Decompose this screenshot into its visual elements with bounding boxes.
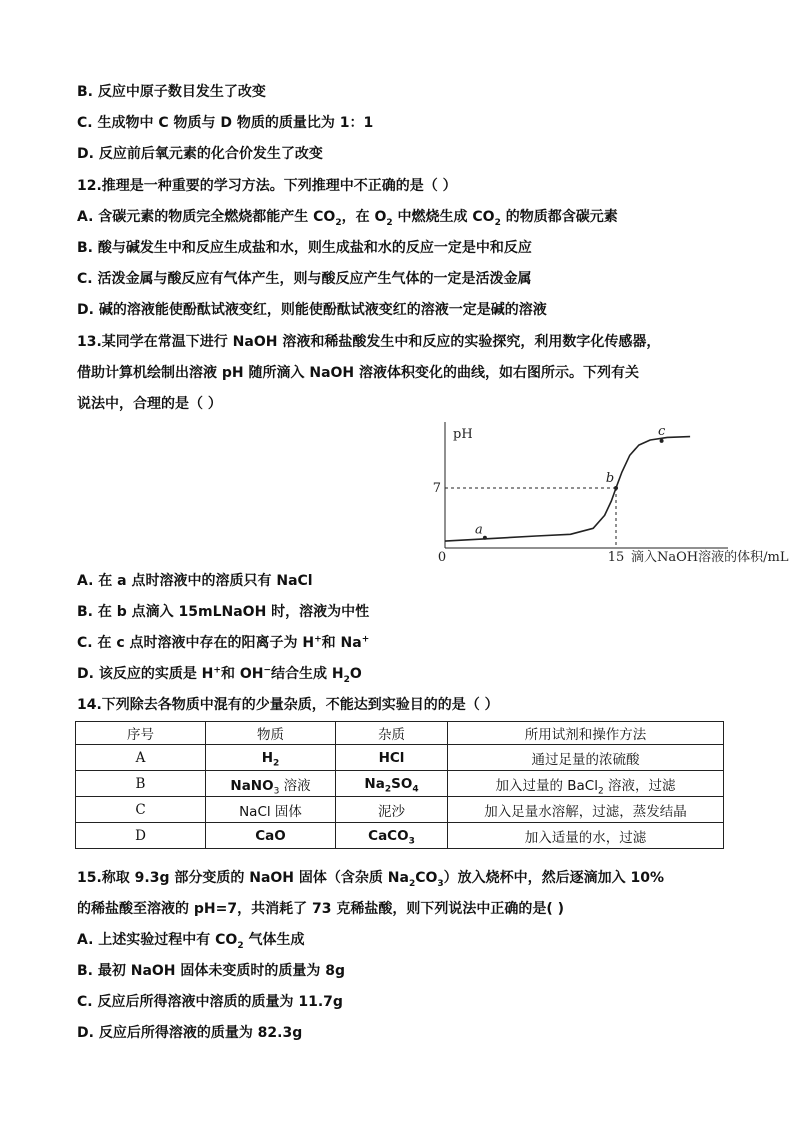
row-d-index: D <box>76 823 206 849</box>
row-a-substance: $H_2$ <box>206 745 336 771</box>
q15-option-b: B. 最初 NaOH 固体未变质时的质量为 8g <box>77 963 346 979</box>
row-b-method: 加入过量的 BaCl$_2$ 溶液，过滤 <box>448 771 724 797</box>
q13-stem-line3: 说法中，合理的是（ ） <box>77 396 222 412</box>
q13-option-a: A. 在 a 点时溶液中的溶质只有 NaCl <box>77 573 313 589</box>
row-b-substance: NaNO$_3$ 溶液 <box>206 771 336 797</box>
header-method: 所用试剂和操作方法 <box>448 722 724 745</box>
y-axis-label: pH <box>453 427 473 442</box>
q13-option-b: B. 在 b 点滴入 15mLNaOH 时，溶液为中性 <box>77 604 370 620</box>
q13-stem-line1: 13.某同学在常温下进行 NaOH 溶液和稀盐酸发生中和反应的实验探究，利用数字化传感器， <box>77 334 661 350</box>
row-d-substance: CaO <box>206 823 336 849</box>
row-b-impurity: $Na_2SO_4$ <box>336 771 448 797</box>
table-row <box>76 797 724 823</box>
q15-stem-line1: 15.称取 9.3g 部分变质的 NaOH 固体（含杂质 $Na_2CO_3$）放入烧杯中，然后逐滴加入 10% <box>77 870 665 889</box>
ph-curve-svg <box>430 420 789 565</box>
row-a-method: 通过足量的浓硫酸 <box>448 745 724 771</box>
x-axis-label: 滴入NaOH溶液的体积/mL <box>631 550 789 565</box>
header-impurity: 杂质 <box>336 722 448 745</box>
q11-option-c: C. 生成物中 C 物质与 D 物质的质量比为 1：1 <box>77 115 374 131</box>
q11-option-d: D. 反应前后氧元素的化合价发生了改变 <box>77 146 323 162</box>
ph-curve-chart <box>430 420 789 565</box>
point-a-marker <box>483 536 487 540</box>
q15-option-c: C. 反应后所得溶液中溶质的质量为 11.7g <box>77 994 343 1010</box>
q12-stem: 12.推理是一种重要的学习方法。下列推理中不正确的是（ ） <box>77 178 457 194</box>
q13-option-d: D. 该反应的实质是 H+和 OH−结合生成 $H_2O$ <box>77 665 362 685</box>
q14-stem: 14.下列除去各物质中混有的少量杂质，不能达到实验目的的是（ ） <box>77 697 499 713</box>
row-c-impurity: 泥沙 <box>336 797 448 823</box>
point-b-marker <box>614 486 618 490</box>
point-c-label: c <box>657 423 666 439</box>
point-c-marker <box>660 439 664 443</box>
q11-option-b: B. 反应中原子数目发生了改变 <box>77 84 266 100</box>
table-row <box>76 823 724 849</box>
q13-option-c: C. 在 c 点时溶液中存在的阳离子为 H+和 Na+ <box>77 634 370 651</box>
q15-option-a: A. 上述实验过程中有 $CO_2$ 气体生成 <box>77 932 305 951</box>
point-b-label: b <box>605 471 615 486</box>
y-tick-label: 7 <box>432 481 441 496</box>
header-substance: 物质 <box>206 722 336 745</box>
q13-stem-line2: 借助计算机绘制出溶液 pH 随所滴入 NaOH 溶液体积变化的曲线，如右图所示。下列有关 <box>77 365 640 381</box>
row-c-index: C <box>76 797 206 823</box>
table-header-row <box>76 722 724 745</box>
q15-stem-line2: 的稀盐酸至溶液的 pH=7，共消耗了 73 克稀盐酸，则下列说法中正确的是( ) <box>77 901 564 917</box>
impurity-removal-table <box>75 721 724 849</box>
row-d-method: 加入适量的水，过滤 <box>448 823 724 849</box>
q15-option-d: D. 反应后所得溶液的质量为 82.3g <box>77 1025 303 1041</box>
q12-option-b: B. 酸与碱发生中和反应生成盐和水，则生成盐和水的反应一定是中和反应 <box>77 240 532 256</box>
q12-option-c: C. 活泼金属与酸反应有气体产生，则与酸反应产生气体的一定是活泼金属 <box>77 271 532 287</box>
header-index: 序号 <box>76 722 206 745</box>
table-row <box>76 745 724 771</box>
row-b-index: B <box>76 771 206 797</box>
row-a-index: A <box>76 745 206 771</box>
point-a-label: a <box>475 522 483 538</box>
x-tick-label: 15 <box>607 550 625 565</box>
row-c-method: 加入足量水溶解，过滤，蒸发结晶 <box>448 797 724 823</box>
x-tick-label: 0 <box>437 550 447 565</box>
table-row <box>76 771 724 797</box>
q12-option-a: A. 含碳元素的物质完全燃烧都能产生 $CO_2$，在 $O_2$ 中燃烧生成 $CO_2$ 的物质都含碳元素 <box>77 209 618 228</box>
row-d-impurity: CaCO$_3$ <box>336 823 448 849</box>
q12-option-d: D. 碱的溶液能使酚酞试液变红，则能使酚酞试液变红的溶液一定是碱的溶液 <box>77 302 547 318</box>
row-c-substance: NaCl 固体 <box>206 797 336 823</box>
row-a-impurity: HCl <box>336 745 448 771</box>
